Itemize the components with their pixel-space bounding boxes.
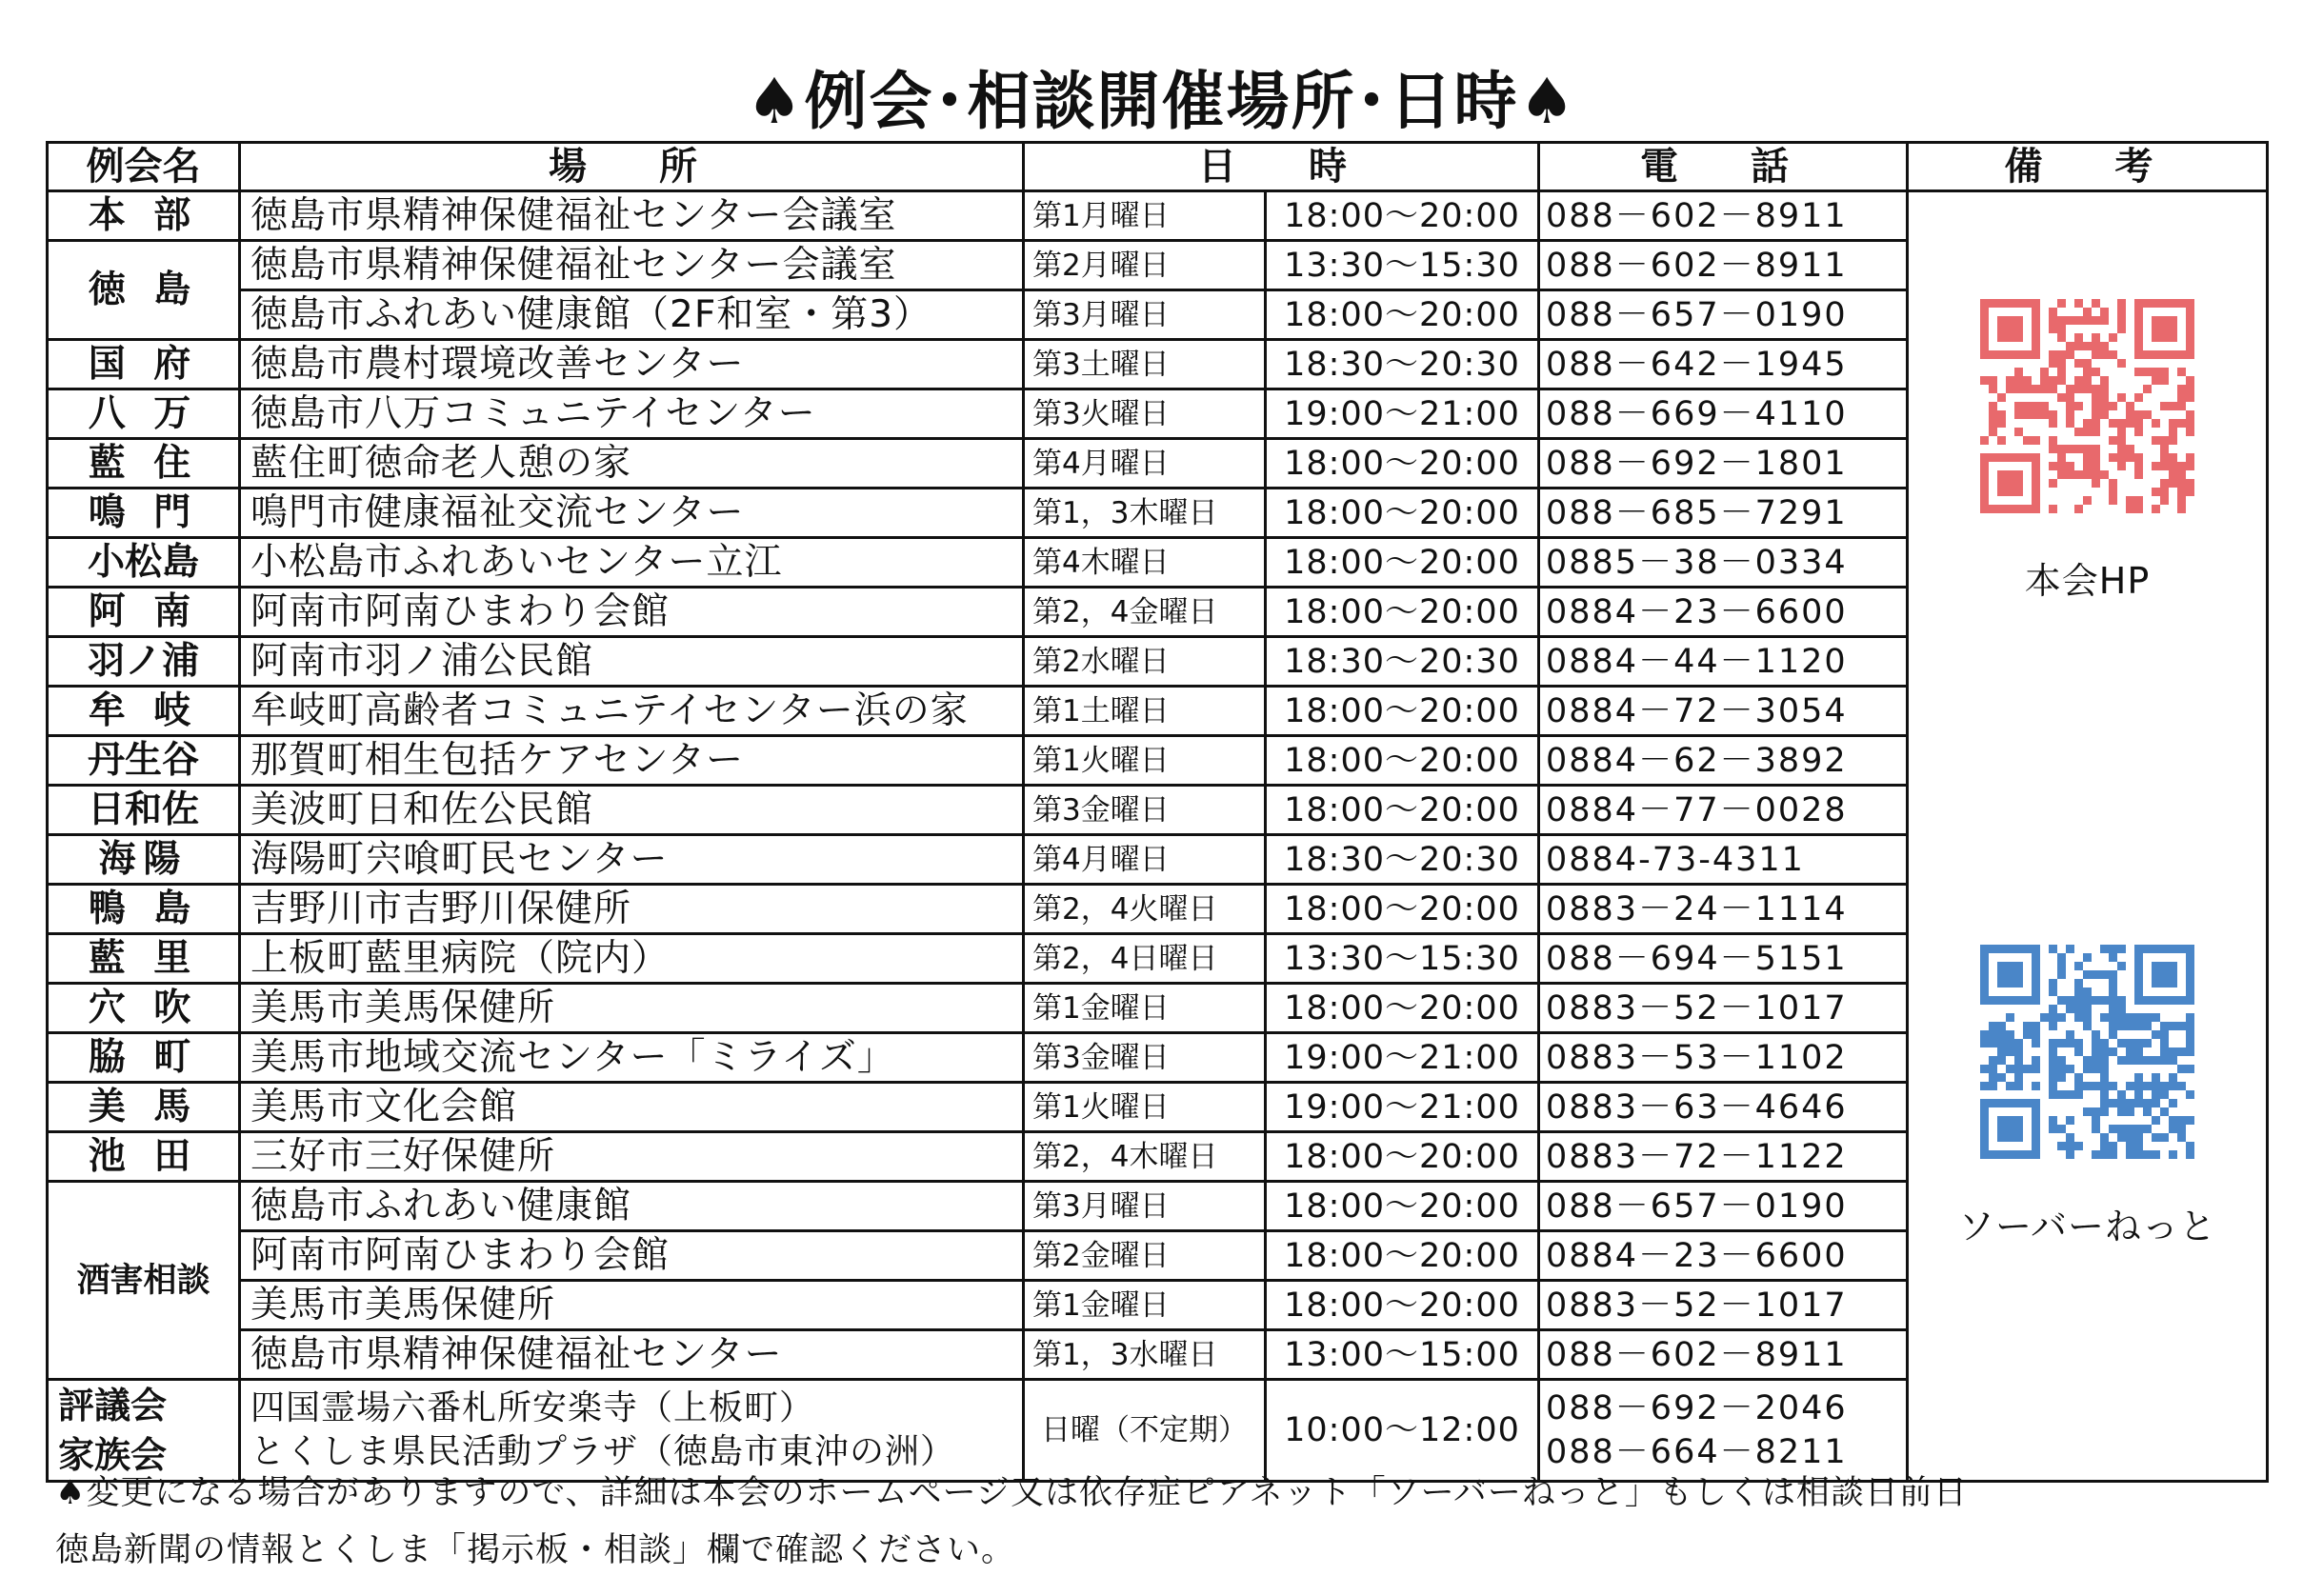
group-name: 八 万 — [48, 389, 240, 439]
cell-time: 19:00～21:00 — [1266, 389, 1539, 439]
group-name: 羽ノ浦 — [48, 637, 240, 687]
cell-place: 美馬市美馬保健所 — [240, 1281, 1024, 1330]
cell-time: 13:30～15:30 — [1266, 934, 1539, 984]
cell-phone: 0884－23－6600 — [1539, 588, 1908, 637]
cell-place: 阿南市阿南ひまわり会館 — [240, 588, 1024, 637]
cell-day: 第4月曜日 — [1024, 835, 1266, 885]
cell-time: 18:30～20:30 — [1266, 637, 1539, 687]
group-name: 藍 住 — [48, 439, 240, 489]
cell-time: 10:00～12:00 — [1266, 1380, 1539, 1482]
cell-time: 18:00～20:00 — [1266, 1231, 1539, 1281]
cell-time: 18:00～20:00 — [1266, 1132, 1539, 1182]
cell-phone: 0883－63－4646 — [1539, 1083, 1908, 1132]
cell-place: 美馬市美馬保健所 — [240, 984, 1024, 1033]
cell-place: 美馬市地域交流センター「ミライズ」 — [240, 1033, 1024, 1083]
phone-line: 088－692－2046 — [1546, 1389, 1848, 1427]
cell-place: 藍住町徳命老人憩の家 — [240, 439, 1024, 489]
group-name: 池 田 — [48, 1132, 240, 1182]
footnote-line-2: 徳島新聞の情報とくしま「掲示板・相談」欄で確認ください。 — [55, 1531, 1016, 1569]
group-name: 酒害相談 — [48, 1182, 240, 1380]
cell-phone: 0884－23－6600 — [1539, 1231, 1908, 1281]
group-name: 牟 岐 — [48, 687, 240, 736]
cell-phone: 0883－52－1017 — [1539, 1281, 1908, 1330]
cell-time: 18:30～20:30 — [1266, 835, 1539, 885]
cell-day: 第1，3木曜日 — [1024, 489, 1266, 538]
cell-phone: 088－602－8911 — [1539, 241, 1908, 290]
cell-phone: 088－657－0190 — [1539, 290, 1908, 340]
cell-phone: 0883－52－1017 — [1539, 984, 1908, 1033]
group-name: 日和佐 — [48, 786, 240, 835]
qr-label-sober: ソーバーねっと — [1957, 1206, 2217, 1247]
cell-time: 18:00～20:00 — [1266, 290, 1539, 340]
qr-code-icon[interactable] — [1909, 299, 2266, 513]
cell-place: 徳島市ふれあい健康館（2F和室・第3） — [240, 290, 1024, 340]
cell-day: 第3火曜日 — [1024, 389, 1266, 439]
group-name: 海陽 — [48, 835, 240, 885]
cell-time: 19:00～21:00 — [1266, 1033, 1539, 1083]
qr-code-icon[interactable] — [1909, 945, 2266, 1159]
cell-place: 美馬市文化会館 — [240, 1083, 1024, 1132]
header-row — [48, 143, 2268, 191]
cell-time: 18:00～20:00 — [1266, 1281, 1539, 1330]
cell-day: 第1火曜日 — [1024, 1083, 1266, 1132]
cell-day: 第4月曜日 — [1024, 439, 1266, 489]
cell-place: 美波町日和佐公民館 — [240, 786, 1024, 835]
cell-day: 第3金曜日 — [1024, 1033, 1266, 1083]
cell-phone: 088－602－8911 — [1539, 1330, 1908, 1380]
cell-place: 阿南市阿南ひまわり会館 — [240, 1231, 1024, 1281]
cell-place: 海陽町宍喰町民センター — [240, 835, 1024, 885]
cell-place: 徳島市農村環境改善センター — [240, 340, 1024, 389]
header-phone: 電 話 — [1539, 143, 1908, 191]
qr-label-hp: 本会HP — [2024, 560, 2151, 602]
group-name: 鳴 門 — [48, 489, 240, 538]
cell-time: 18:00～20:00 — [1266, 687, 1539, 736]
group-name: 国 府 — [48, 340, 240, 389]
cell-time: 18:00～20:00 — [1266, 588, 1539, 637]
cell-day: 第3土曜日 — [1024, 340, 1266, 389]
table-row — [48, 191, 2268, 241]
cell-phone: 0884－77－0028 — [1539, 786, 1908, 835]
header-place: 場 所 — [240, 143, 1024, 191]
cell-phone: 088－685－7291 — [1539, 489, 1908, 538]
cell-time: 18:00～20:00 — [1266, 885, 1539, 934]
cell-phone: 088－642－1945 — [1539, 340, 1908, 389]
cell-place: 那賀町相生包括ケアセンター — [240, 736, 1024, 786]
qr-block-sober — [1909, 945, 2266, 1248]
cell-phone: 0884-73-4311 — [1539, 835, 1908, 885]
phone-line: 088－664－8211 — [1546, 1433, 1848, 1471]
group-name: 脇 町 — [48, 1033, 240, 1083]
cell-day: 第3月曜日 — [1024, 290, 1266, 340]
cell-day: 第1土曜日 — [1024, 687, 1266, 736]
cell-day: 第2，4火曜日 — [1024, 885, 1266, 934]
cell-day: 第4木曜日 — [1024, 538, 1266, 588]
footnote-line-1: ♠変更になる場合がありますので、詳細は本会のホームページ又は依存症ピアネット「ソーバーねっと」もしくは相談日前日 — [55, 1474, 1968, 1512]
cell-place: 徳島市県精神保健福祉センター会議室 — [240, 191, 1024, 241]
cell-place: 徳島市ふれあい健康館 — [240, 1182, 1024, 1231]
page-title: ♠例会･相談開催場所･日時♠ — [746, 65, 1577, 138]
cell-time: 18:00～20:00 — [1266, 736, 1539, 786]
cell-phone: 088－669－4110 — [1539, 389, 1908, 439]
schedule-table — [46, 141, 2269, 1483]
cell-place: 徳島市県精神保健福祉センター — [240, 1330, 1024, 1380]
cell-time: 18:00～20:00 — [1266, 984, 1539, 1033]
qr-block-hp — [1909, 299, 2266, 603]
cell-day: 第3金曜日 — [1024, 786, 1266, 835]
cell-phone: 0883－72－1122 — [1539, 1132, 1908, 1182]
cell-phone: 0884－72－3054 — [1539, 687, 1908, 736]
cell-time: 18:00～20:00 — [1266, 191, 1539, 241]
group-name-line: 評議会 — [58, 1385, 168, 1426]
cell-time: 18:00～20:00 — [1266, 489, 1539, 538]
cell-place: 小松島市ふれあいセンター立江 — [240, 538, 1024, 588]
cell-phone: 088－692－1801 — [1539, 439, 1908, 489]
cell-day: 第1月曜日 — [1024, 191, 1266, 241]
cell-phone: 088－602－8911 — [1539, 191, 1908, 241]
cell-place: 上板町藍里病院（院内） — [240, 934, 1024, 984]
cell-day: 第1金曜日 — [1024, 984, 1266, 1033]
header-datetime: 日 時 — [1024, 143, 1539, 191]
cell-phone: 0883－53－1102 — [1539, 1033, 1908, 1083]
group-name: 鴨 島 — [48, 885, 240, 934]
cell-phone: 0884－44－1120 — [1539, 637, 1908, 687]
cell-day: 日曜（不定期） — [1024, 1380, 1266, 1482]
group-name: 本 部 — [48, 191, 240, 241]
cell-phone: 088－694－5151 — [1539, 934, 1908, 984]
cell-place: 徳島市八万コミュニテイセンター — [240, 389, 1024, 439]
cell-day: 第2，4日曜日 — [1024, 934, 1266, 984]
group-name: 穴 吹 — [48, 984, 240, 1033]
cell-phone: 088－657－0190 — [1539, 1182, 1908, 1231]
place-line: 四国霊場六番札所安楽寺（上板町） — [250, 1388, 815, 1427]
cell-day: 第2，4金曜日 — [1024, 588, 1266, 637]
cell-time: 18:00～20:00 — [1266, 439, 1539, 489]
place-line: とくしま県民活動プラザ（徳島市東沖の洲） — [250, 1432, 956, 1471]
cell-day: 第2，4木曜日 — [1024, 1132, 1266, 1182]
group-name: 藍 里 — [48, 934, 240, 984]
cell-phone: 0884－62－3892 — [1539, 736, 1908, 786]
group-name: 美 馬 — [48, 1083, 240, 1132]
cell-day: 第3月曜日 — [1024, 1182, 1266, 1231]
cell-day: 第1金曜日 — [1024, 1281, 1266, 1330]
cell-place: 牟岐町高齢者コミュニテイセンター浜の家 — [240, 687, 1024, 736]
notes-cell — [1908, 191, 2268, 1482]
cell-place: 阿南市羽ノ浦公民館 — [240, 637, 1024, 687]
group-name: 小松島 — [48, 538, 240, 588]
cell-time: 18:00～20:00 — [1266, 786, 1539, 835]
cell-day: 第2水曜日 — [1024, 637, 1266, 687]
cell-phone: 0885－38－0334 — [1539, 538, 1908, 588]
group-name: 阿 南 — [48, 588, 240, 637]
cell-time: 13:30～15:30 — [1266, 241, 1539, 290]
cell-time: 19:00～21:00 — [1266, 1083, 1539, 1132]
group-name: 丹生谷 — [48, 736, 240, 786]
cell-place: 徳島市県精神保健福祉センター会議室 — [240, 241, 1024, 290]
header-notes: 備 考 — [1908, 143, 2268, 191]
cell-time: 13:00～15:00 — [1266, 1330, 1539, 1380]
cell-place: 三好市三好保健所 — [240, 1132, 1024, 1182]
cell-phone: 0883－24－1114 — [1539, 885, 1908, 934]
cell-day: 第2月曜日 — [1024, 241, 1266, 290]
cell-place: 鳴門市健康福祉交流センター — [240, 489, 1024, 538]
cell-place: 吉野川市吉野川保健所 — [240, 885, 1024, 934]
group-name-line: 家族会 — [58, 1434, 168, 1476]
cell-time: 18:00～20:00 — [1266, 538, 1539, 588]
cell-time: 18:00～20:00 — [1266, 1182, 1539, 1231]
group-name: 徳 島 — [48, 241, 240, 340]
cell-day: 第1火曜日 — [1024, 736, 1266, 786]
cell-day: 第2金曜日 — [1024, 1231, 1266, 1281]
header-name: 例会名 — [48, 143, 240, 191]
cell-time: 18:30～20:30 — [1266, 340, 1539, 389]
cell-day: 第1，3水曜日 — [1024, 1330, 1266, 1380]
